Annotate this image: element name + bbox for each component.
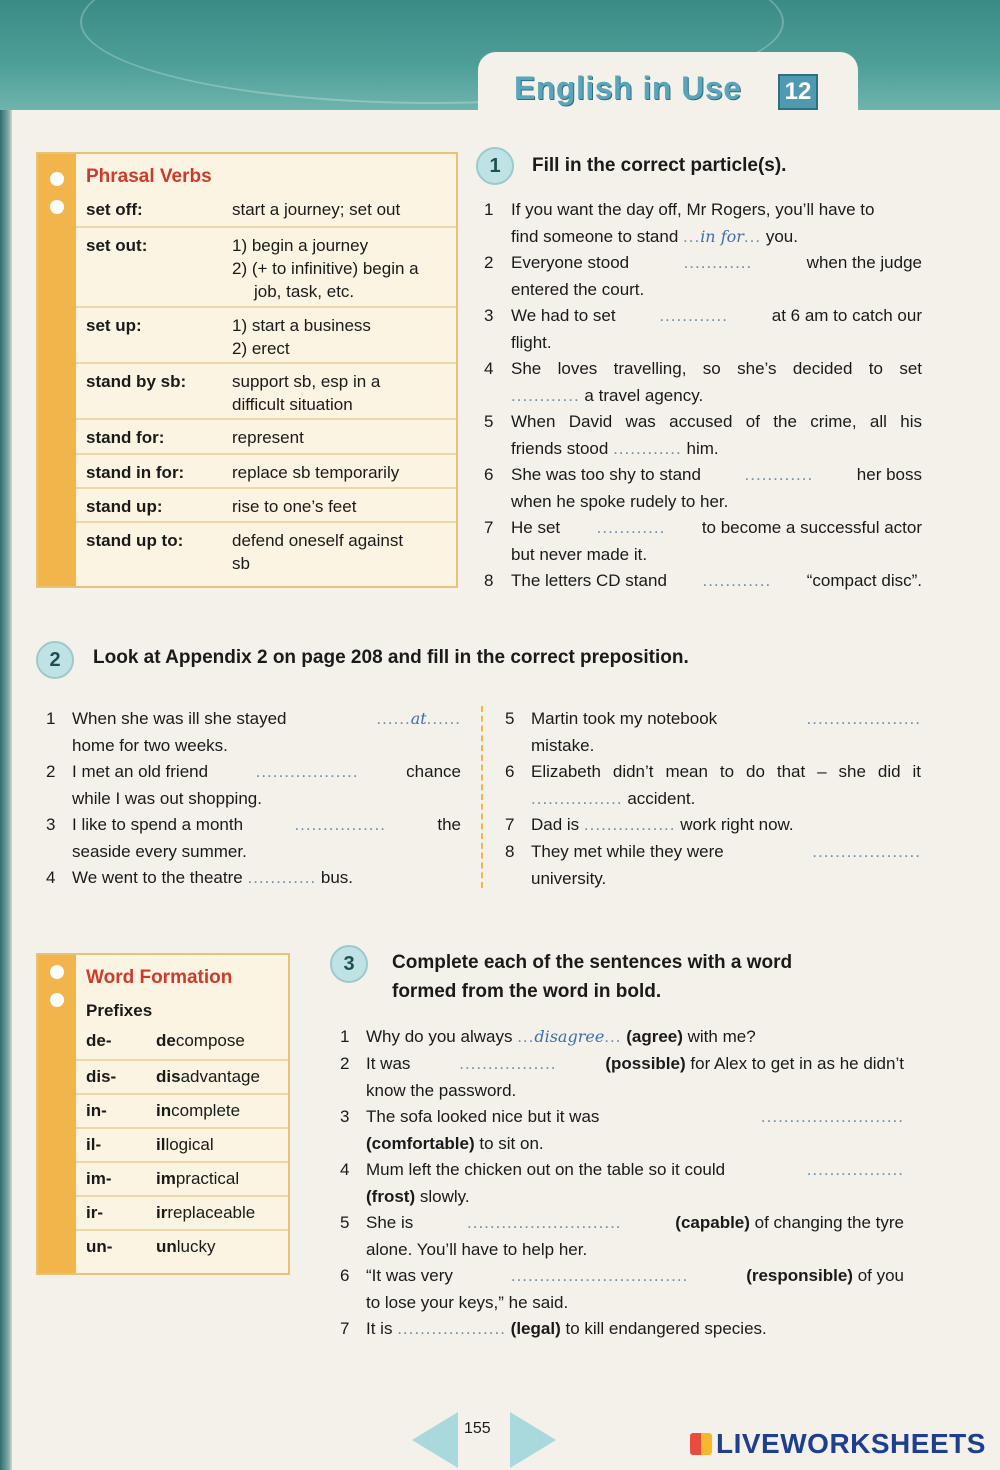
answer-input[interactable]: ............ <box>511 385 580 405</box>
answer-input[interactable]: in for <box>700 226 744 246</box>
table-row: in- incomplete <box>76 1093 288 1127</box>
exercise-1-instruction: Fill in the correct particle(s). <box>532 155 787 176</box>
unit-badge: 12 <box>778 74 818 110</box>
list-item: 2 Everyone stood ............ when the judge entered the court. <box>484 250 922 304</box>
answer-input[interactable]: ......................... <box>760 1107 904 1126</box>
exercise-2-number: 2 <box>36 641 74 679</box>
list-item: 7 He set ............ to become a successful actor but never made it. <box>484 515 922 569</box>
answer-input[interactable]: ............ <box>683 253 753 272</box>
answer-input[interactable]: ................... <box>812 842 921 861</box>
answer-input[interactable]: at <box>410 709 427 728</box>
word-formation-title: Word Formation <box>86 967 233 988</box>
prefixes-subtitle: Prefixes <box>86 1001 153 1020</box>
page-arrow-left-icon <box>412 1412 458 1468</box>
table-row: im- impractical <box>76 1161 288 1195</box>
answer-input[interactable]: ................ <box>531 788 623 808</box>
exercise-2-instruction: Look at Appendix 2 on page 208 and fill in the correct preposition. <box>93 647 689 668</box>
list-item: 8 They met while they were ................... university. <box>505 839 921 893</box>
brand-logo: LIVEWORKSHEETS <box>690 1428 986 1460</box>
page-number: 155 <box>464 1420 491 1437</box>
exercise-1-number: 1 <box>476 147 514 185</box>
table-row: un- unlucky <box>76 1229 288 1273</box>
book-spine <box>0 0 12 1470</box>
table-row: set off: start a journey; set out <box>86 200 401 219</box>
bullet-icon <box>50 172 64 186</box>
answer-input[interactable]: ................ <box>583 815 676 834</box>
list-item: 4 Mum left the chicken out on the table so it could ................. (frost) slowly. <box>340 1157 904 1211</box>
table-row: stand for: represent <box>76 418 456 453</box>
answer-input[interactable]: .................... <box>806 709 921 728</box>
page-title: English in Use <box>514 70 742 106</box>
bullet-icon <box>50 965 64 979</box>
list-item: 3 I like to spend a month ................ the seaside every summer. <box>46 812 461 866</box>
answer-input[interactable]: ............ <box>247 868 317 887</box>
answer-input[interactable]: ........................... <box>467 1213 622 1232</box>
table-row: il- illogical <box>76 1127 288 1161</box>
list-item: 3 The sofa looked nice but it was ......................... (comfortable) to sit on. <box>340 1104 904 1158</box>
answer-input[interactable]: ............ <box>659 306 729 325</box>
answer-input[interactable]: ............................... <box>510 1266 689 1285</box>
list-item: 5 Martin took my notebook .................... mistake. <box>505 706 921 760</box>
list-item: 5 She is ........................... (capable) of changing the tyre alone. You’ll have to help her. <box>340 1210 904 1264</box>
list-item: 7 Dad is ................ work right now. <box>505 815 794 834</box>
list-item: 2 It was ................. (possible) for Alex to get in as he didn’t know the password. <box>340 1051 904 1105</box>
list-item: 8 The letters CD stand ............ “compact disc”. <box>484 568 922 596</box>
list-item: 7 It is ................... (legal) to kill endangered species. <box>340 1319 767 1338</box>
list-item: 3 We had to set ............ at 6 am to catch our flight. <box>484 303 922 357</box>
answer-input[interactable]: ............ <box>596 518 666 537</box>
table-row: stand up to: defend oneself against sb <box>76 521 456 585</box>
answer-input[interactable]: ................... <box>397 1319 506 1338</box>
exercise-3-number: 3 <box>330 945 368 983</box>
column-divider <box>481 706 483 888</box>
answer-input[interactable]: ................. <box>459 1054 557 1073</box>
list-item: 5 When David was accused of the crime, all his friends stood ............ him. <box>484 412 922 458</box>
list-item: 1 Why do you always ...disagree... (agree) with me? <box>340 1027 756 1046</box>
bullet-icon <box>50 200 64 214</box>
table-row: stand by sb: support sb, esp in a difficult situation <box>76 362 456 418</box>
list-item: 6 Elizabeth didn’t mean to do that – she did it ................ accident. <box>505 762 921 808</box>
exercise-3-instruction: Complete each of the sentences with a word formed from the word in bold. <box>392 952 793 1002</box>
table-row: stand up: rise to one’s feet <box>76 487 456 521</box>
list-item: 1 If you want the day off, Mr Rogers, you’ll have to find someone to stand ...in for... you. <box>484 200 875 246</box>
table-row: stand in for: replace sb temporarily <box>76 453 456 487</box>
answer-input[interactable]: ............ <box>613 438 682 458</box>
answer-input[interactable]: .................. <box>255 762 359 781</box>
list-item: 4 We went to the theatre ............ bus. <box>46 868 354 887</box>
list-item: 2 I met an old friend .................. chance while I was out shopping. <box>46 759 461 813</box>
table-row: set up: 1) start a business 2) erect <box>76 306 456 362</box>
list-item: 6 “It was very ............................... (responsible) of you to lose your keys,” he said. <box>340 1263 904 1317</box>
table-row: de- decompose <box>86 1031 245 1050</box>
phrasal-verbs-box <box>36 152 458 588</box>
word-formation-box <box>36 953 290 1275</box>
list-item: 4 She loves travelling, so she’s decided to set ............ a travel agency. <box>484 359 922 405</box>
list-item: 6 She was too shy to stand ............ her boss when he spoke rudely to her. <box>484 462 922 516</box>
answer-input[interactable]: ................. <box>806 1160 904 1179</box>
answer-input[interactable]: disagree <box>534 1027 605 1046</box>
answer-input[interactable]: ................ <box>294 815 386 834</box>
bullet-icon <box>50 993 64 1007</box>
answer-input[interactable]: ............ <box>702 571 772 590</box>
table-row: set out: 1) begin a journey 2) (+ to infinitive) begin a job, task, etc. <box>76 226 456 306</box>
page-arrow-right-icon <box>510 1412 556 1468</box>
list-item: 1 When she was ill she stayed ......at...... home for two weeks. <box>46 709 461 755</box>
answer-input[interactable]: ............ <box>744 465 814 484</box>
liveworksheets-icon <box>690 1433 712 1455</box>
table-row: dis- disadvantage <box>76 1059 288 1093</box>
table-row: ir- irreplaceable <box>76 1195 288 1229</box>
phrasal-verbs-title: Phrasal Verbs <box>86 166 212 187</box>
